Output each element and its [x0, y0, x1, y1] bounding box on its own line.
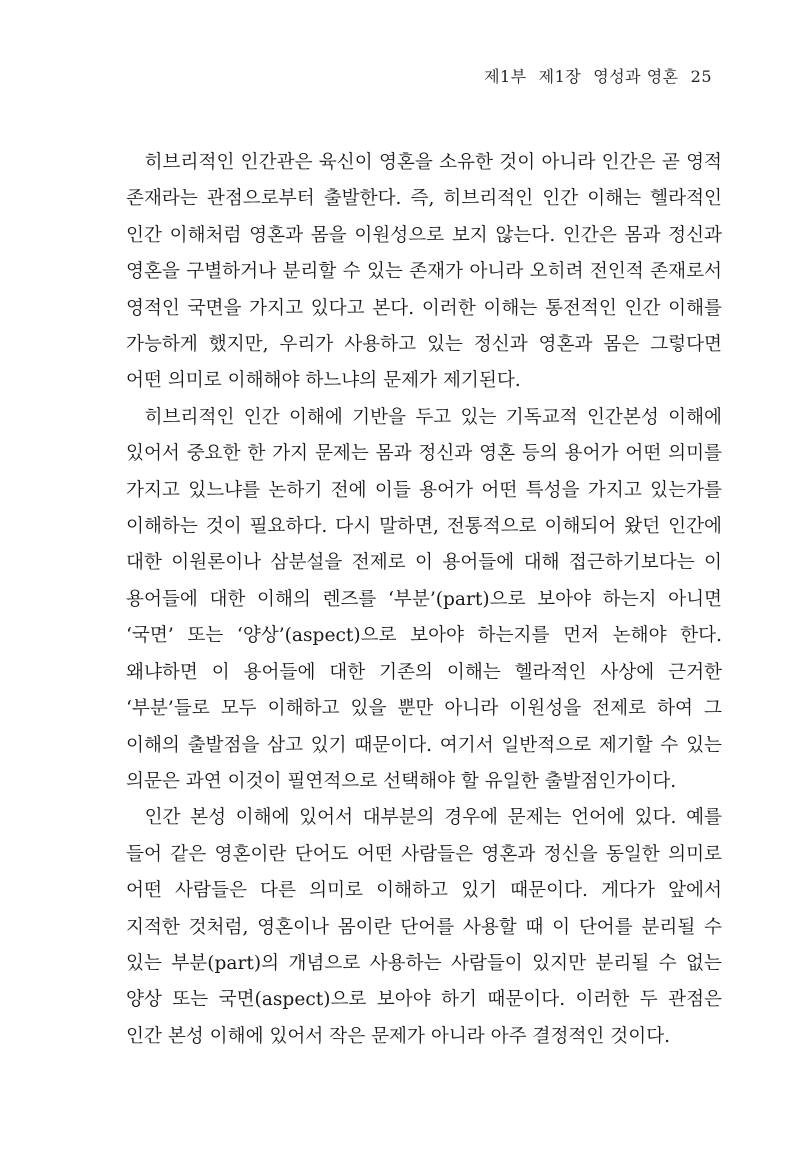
header-part: 제1부	[484, 67, 527, 86]
paragraph-3: 인간 본성 이해에 있어서 대부분의 경우에 문제는 언어에 있다. 예를 들어 같은 영혼이란 단어도 어떤 사람들은 영혼과 정신을 동일한 의미로 어떤 사람들은 다른 의미로 이해하고 있기 때문이다. 게다가 앞에서 지적한 것처럼, 영혼이나 몸이란 단어를 사용할 때 이 단어를 분리될 수 있는 부분(part)의 개념으로 사용하는 사람들이 있지만 분리될 수 없는 양상 또는 국면(aspect)으로 보아야 하기 때문이다. 이러한 두 관점은 인간 본성 이해에 있어서 작은 문제가 아니라 아주 결정적인 것이다.	[126, 807, 722, 1047]
paragraph-1: 히브리적인 인간관은 육신이 영혼을 소유한 것이 아니라 인간은 곧 영적 존재라는 관점으로부터 출발한다. 즉, 히브리적인 인간 이해는 헬라적인 인간 이해처럼 영혼과 몸을 이원성으로 보지 않는다. 인간은 몸과 정신과 영혼을 구별하거나 분리할 수 있는 존재가 아니라 오히려 전인적 존재로서 영적인 국면을 가지고 있다고 본다. 이러한 이해는 통전적인 인간 이해를 가능하게 했지만, 우리가 사용하고 있는 정신과 영혼과 몸은 그렇다면 어떤 의미로 이해해야 하느냐의 문제가 제기된다.	[126, 152, 722, 392]
body-text	[126, 145, 722, 1055]
header-chapter: 제1장	[538, 67, 582, 86]
header-chapter-title: 영성과 영혼	[593, 67, 679, 86]
running-header	[484, 64, 712, 87]
paragraph-2: 히브리적인 인간 이해에 기반을 두고 있는 기독교적 인간본성 이해에 있어서 중요한 한 가지 문제는 몸과 정신과 영혼 등의 용어가 어떤 의미를 가지고 있느냐를 논하기 전에 이들 용어가 어떤 특성을 가지고 있는가를 이해하는 것이 필요하다. 다시 말하면, 전통적으로 이해되어 왔던 인간에 대한 이원론이나 삼분설을 전제로 이 용어들에 대해 접근하기보다는 이 용어들에 대한 이해의 렌즈를 ‘부분’(part)으로 보아야 하는지 아니면 ‘국면’ 또는 ‘양상’(aspect)으로 보아야 하는지를 먼저 논해야 한다. 왜냐하면 이 용어들에 대한 기존의 이해는 헬라적인 사상에 근거한 ‘부분’들로 모두 이해하고 있을 뿐만 아니라 이원성을 전제로 하여 그 이해의 출발점을 삼고 있기 때문이다. 여기서 일반적으로 제기할 수 있는 의문은 과연 이것이 필연적으로 선택해야 할 유일한 출발점인가이다.	[126, 406, 722, 792]
page-number: 25	[690, 67, 712, 86]
